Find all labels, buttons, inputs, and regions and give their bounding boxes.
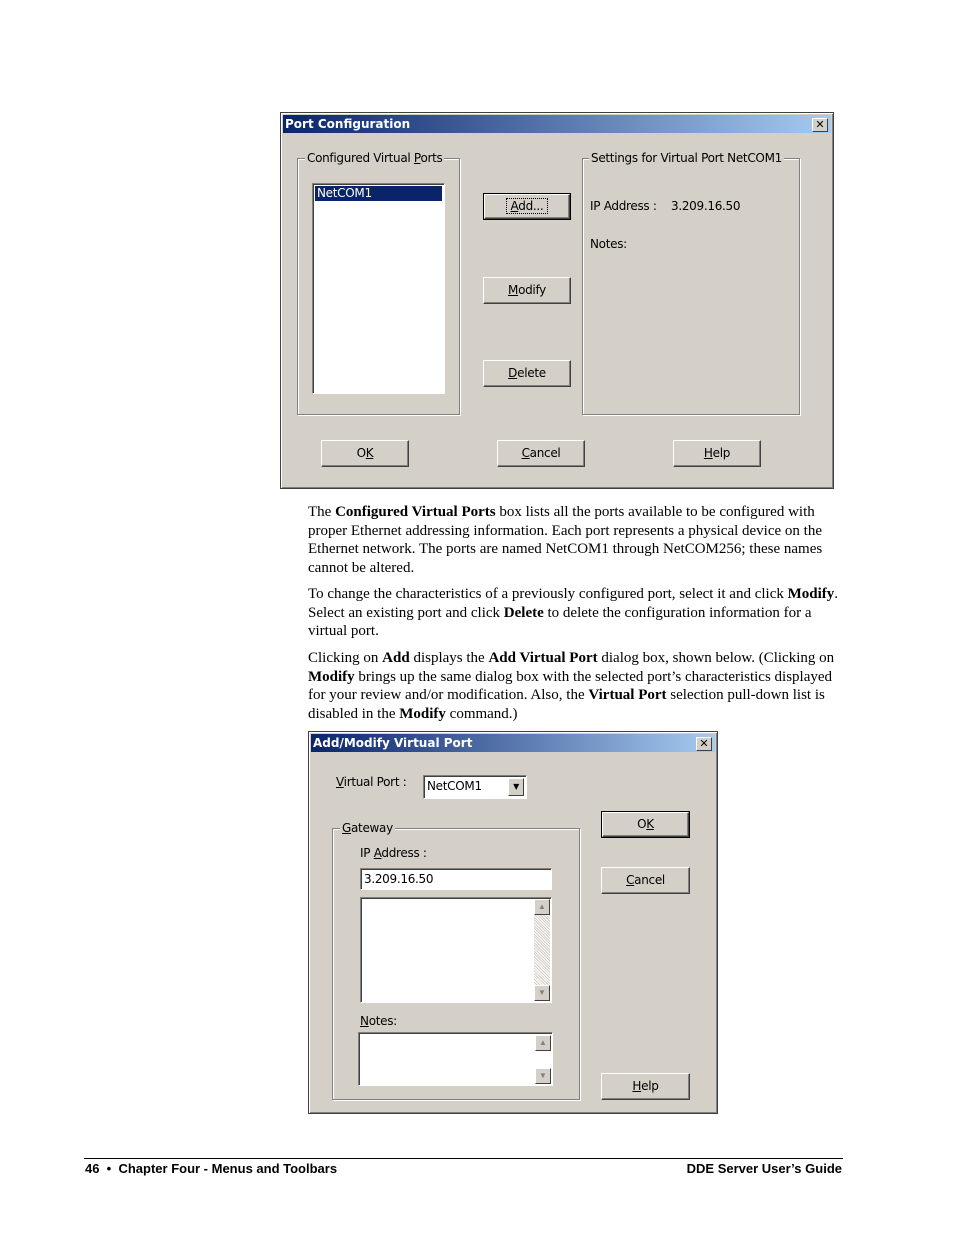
ok-button[interactable]: OK	[602, 812, 689, 837]
notes-label: Notes:	[590, 237, 627, 251]
notes-textarea[interactable]	[358, 1032, 553, 1086]
footer-right: DDE Server User’s Guide	[686, 1161, 842, 1176]
body-paragraph-3: Clicking on Add displays the Add Virtual Port dialog box, shown below. (Clicking on Modify brings up the same dialog box with the selected port’s characteristics displayed for your review and/or modification. Also, the Virtual Port selection pull-down list is disabled in the Modify command.)	[308, 650, 835, 722]
add-button[interactable]: Add...	[484, 194, 570, 219]
dialog-title-bar	[283, 115, 831, 133]
port-list-item-netcom1[interactable]: NetCOM1	[315, 186, 442, 201]
scroll-down-icon[interactable]: ▼	[535, 1068, 551, 1084]
ip-address-label: IP Address :	[590, 199, 657, 213]
settings-group-label: Settings for Virtual Port NetCOM1	[591, 151, 782, 165]
dialog-title: Port Configuration	[285, 117, 411, 131]
virtual-port-select[interactable]: NetCOM1 ▼	[423, 775, 527, 799]
ok-button[interactable]: OK	[321, 440, 409, 467]
body-paragraph-1: The Configured Virtual Ports box lists all the ports available to be configured with proper Ethernet addressing information. Each port represents a physical device on the Ethernet network. The ports are named NetCOM1 through NetCOM256; these names cannot be altered.	[308, 504, 823, 576]
notes-label: Notes:	[360, 1014, 397, 1028]
scroll-up-icon[interactable]: ▲	[534, 899, 550, 915]
dialog-title-bar	[311, 734, 715, 752]
body-paragraph-2: To change the characteristics of a previously configured port, select it and click Modify. Select an existing port and click Delete to delete the configuration information for a virtual port.	[308, 586, 839, 639]
cancel-button[interactable]: Cancel	[497, 440, 585, 467]
cancel-button[interactable]: Cancel	[601, 867, 690, 894]
footer-left: 46 • Chapter Four - Menus and Toolbars	[85, 1161, 338, 1176]
scroll-up-icon[interactable]: ▲	[535, 1035, 551, 1051]
help-button[interactable]: Help	[601, 1073, 690, 1100]
settings-group	[582, 158, 800, 415]
configured-ports-label: Configured Virtual Ports	[307, 151, 443, 165]
dropdown-arrow-icon[interactable]: ▼	[508, 778, 524, 796]
ip-notes-textarea[interactable]	[360, 897, 552, 1003]
delete-button[interactable]: Delete	[483, 360, 571, 387]
ip-address-value: 3.209.16.50	[671, 199, 741, 213]
ip-address-label: IP Address :	[360, 846, 427, 860]
scroll-down-icon[interactable]: ▼	[534, 985, 550, 1001]
close-icon[interactable]: ✕	[696, 737, 712, 751]
port-list[interactable]	[312, 183, 445, 394]
dialog-title: Add/Modify Virtual Port	[313, 736, 473, 750]
gateway-label: Gateway	[342, 821, 393, 835]
add-modify-virtual-port-dialog	[308, 731, 718, 1114]
footer-rule	[84, 1158, 843, 1159]
help-button[interactable]: Help	[673, 440, 761, 467]
ip-address-input[interactable]: 3.209.16.50	[360, 868, 552, 890]
port-configuration-dialog	[280, 112, 834, 489]
virtual-port-label: Virtual Port :	[336, 775, 407, 789]
modify-button[interactable]: Modify	[483, 277, 571, 304]
close-icon[interactable]: ✕	[812, 118, 828, 132]
